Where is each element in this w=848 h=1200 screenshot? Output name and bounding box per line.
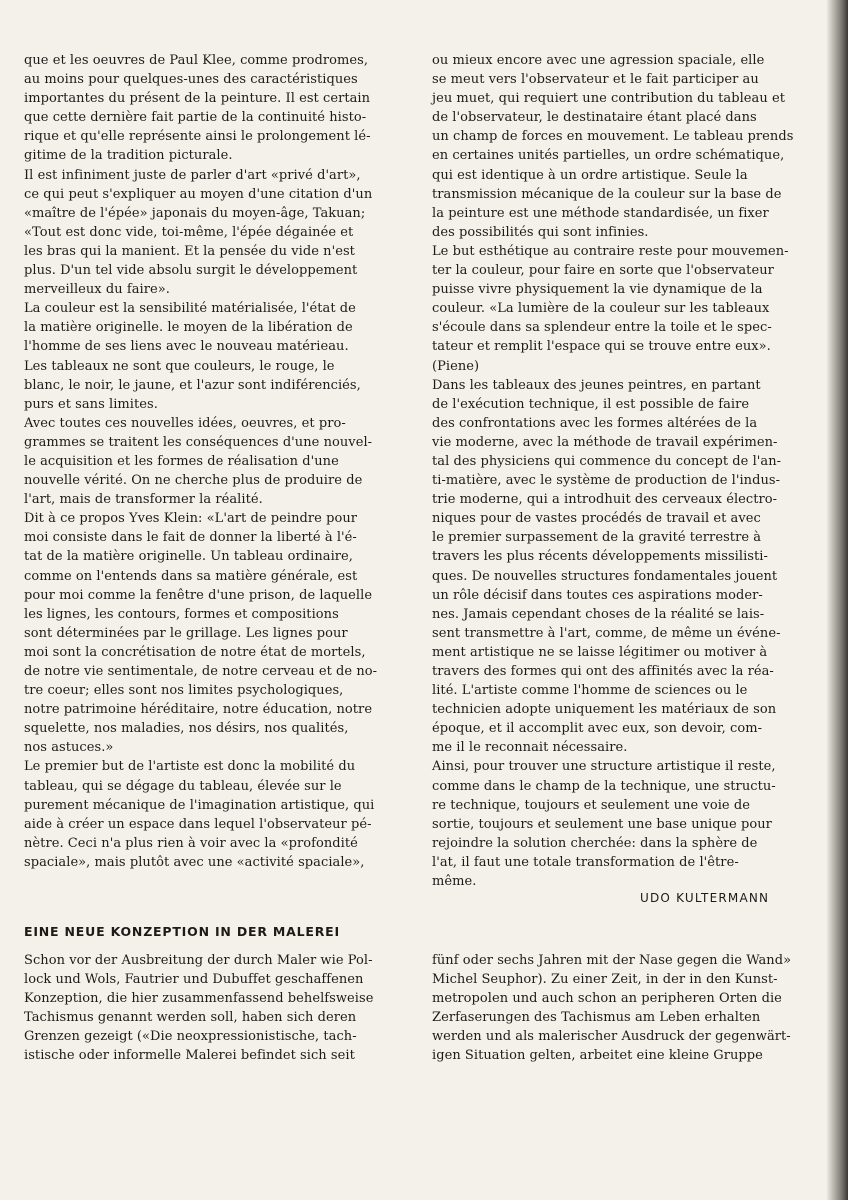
section-right-column bbox=[432, 951, 812, 1066]
article-text-line: couleur. «La lumière de la couleur sur les tableaux bbox=[432, 301, 770, 317]
article-text-line: re technique, toujours et seulement une voie de bbox=[432, 797, 750, 813]
article-text-line: époque, et il accomplit avec eux, son devoir, com- bbox=[432, 721, 763, 737]
article-text-line: vie moderne, avec la méthode de travail expérimen- bbox=[432, 434, 778, 450]
article-text-line: Le premier but de l'artiste est donc la mobilité du bbox=[24, 759, 356, 775]
page-edge-shadow bbox=[826, 0, 848, 1200]
article-text-line: qui est identique à un ordre artistique. Seule la bbox=[432, 167, 748, 183]
article-text-line: comme on l'entends dans sa matière générale, est bbox=[24, 568, 358, 584]
article-text-line: squelette, nos maladies, nos désirs, nos qualités, bbox=[24, 721, 349, 737]
section-text-line: Zerfaserungen des Tachismus am Leben erhalten bbox=[432, 1010, 761, 1026]
article-text-line: plus. D'un tel vide absolu surgit le développement bbox=[24, 263, 358, 279]
article-text-line: même. bbox=[432, 874, 477, 890]
article-text-line: trie moderne, qui a introdhuit des cerveaux électro- bbox=[432, 492, 778, 508]
article-text-line: tat de la matière originelle. Un tableau ordinaire, bbox=[24, 549, 353, 565]
article-text-line: tableau, qui se dégage du tableau, élevée sur le bbox=[24, 778, 342, 794]
section-text-line: Grenzen gezeigt («Die neoxpressionistische, tach- bbox=[24, 1029, 357, 1045]
article-text-line: l'art, mais de transformer la réalité. bbox=[24, 492, 263, 508]
article-text-line: puisse vivre physiquement la vie dynamique de la bbox=[432, 282, 763, 298]
article-text-line: pour moi comme la fenêtre d'une prison, de laquelle bbox=[24, 587, 373, 603]
article-text-line: technicien adopte uniquement les matériaux de son bbox=[432, 702, 777, 718]
article-text-line: «Tout est donc vide, toi-même, l'épée dégainée et bbox=[24, 224, 354, 240]
section-left-column bbox=[24, 951, 404, 1066]
article-text-line: sont déterminées par le grillage. Les lignes pour bbox=[24, 625, 348, 641]
article-text-line: Il est infiniment juste de parler d'art «privé d'art», bbox=[24, 167, 361, 183]
article-text-line: le premier surpassement de la gravité terrestre à bbox=[432, 530, 762, 546]
article-text-line: rejoindre la solution cherchée: dans la sphère de bbox=[432, 835, 758, 851]
article-text-line: ti-matière, avec le système de production de l'indus- bbox=[432, 473, 781, 489]
article-text-line: Ainsi, pour trouver une structure artistique il reste, bbox=[432, 759, 776, 775]
article-text-line: gitime de la tradition picturale. bbox=[24, 148, 233, 164]
section-text-line: metropolen und auch schon an peripheren Orten die bbox=[432, 991, 782, 1007]
article-text-line: jeu muet, qui requiert une contribution du tableau et bbox=[432, 91, 785, 107]
article-text-line: de l'exécution technique, il est possible de faire bbox=[432, 396, 750, 412]
article-text-line: sortie, toujours et seulement une base unique pour bbox=[432, 816, 772, 832]
article-text-line: niques pour de vastes procédés de travail et avec bbox=[432, 511, 761, 527]
article-text-line: l'homme de ses liens avec le nouveau matérieau. bbox=[24, 339, 349, 355]
article-text-line: de l'observateur, le destinataire étant placé dans bbox=[432, 110, 757, 126]
article-text-line: l'at, il faut une totale transformation de l'être- bbox=[432, 854, 739, 870]
article-text-line: un rôle décisif dans toutes ces aspirations moder- bbox=[432, 587, 763, 603]
article-text-line: un champ de forces en mouvement. Le tableau prends bbox=[432, 129, 794, 145]
article-text-line: rique et qu'elle représente ainsi le prolongement lé- bbox=[24, 129, 371, 145]
article-text-line: nouvelle vérité. On ne cherche plus de produire de bbox=[24, 473, 363, 489]
section-text-line: Schon vor der Ausbreitung der durch Maler wie Pol- bbox=[24, 953, 373, 968]
article-text-line: Les tableaux ne sont que couleurs, le rouge, le bbox=[24, 358, 335, 374]
article-text-line: le acquisition et les formes de réalisation d'une bbox=[24, 453, 339, 469]
section-text-line: Michel Seuphor). Zu einer Zeit, in der in den Kunst- bbox=[432, 972, 778, 988]
article-text-line: moi sont la concrétisation de notre état de mortels, bbox=[24, 644, 366, 660]
section-text-line: werden und als malerischer Ausdruck der gegenwärt- bbox=[432, 1029, 791, 1045]
article-text-line: La couleur est la sensibilité matérialisée, l'état de bbox=[24, 301, 356, 317]
article-left-column bbox=[24, 51, 404, 872]
article-text-line: ter la couleur, pour faire en sorte que l'observateur bbox=[432, 263, 774, 279]
article-text-line: les bras qui la manient. Et la pensée du vide n'est bbox=[24, 243, 355, 259]
article-text-line: travers des formes qui ont des affinités avec la réa- bbox=[432, 664, 774, 679]
article-text-line: Le but esthétique au contraire reste pour mouvemen- bbox=[432, 243, 789, 259]
article-text-line: s'écoule dans sa splendeur entre la toile et le spec- bbox=[432, 320, 772, 336]
section-text-line: Konzeption, die hier zusammenfassend behelfsweise bbox=[24, 991, 374, 1007]
article-text-line: (Piene) bbox=[432, 358, 480, 374]
article-text-line: sent transmettre à l'art, comme, de même un événe- bbox=[432, 625, 781, 641]
section-heading: EINE NEUE KONZEPTION IN DER MALEREI bbox=[24, 924, 340, 939]
article-text-line: spaciale», mais plutôt avec une «activité spaciale», bbox=[24, 854, 365, 870]
section-text-line: lock und Wols, Fautrier und Dubuffet geschaffenen bbox=[24, 972, 364, 988]
article-text-line: transmission mécanique de la couleur sur la base de bbox=[432, 186, 782, 202]
article-text-line: merveilleux du faire». bbox=[24, 282, 170, 298]
section-text-line: fünf oder sechs Jahren mit der Nase gegen die Wand» bbox=[432, 953, 792, 968]
article-text-line: blanc, le noir, le jaune, et l'azur sont indiférenciés, bbox=[24, 377, 361, 393]
article-text-line: moi consiste dans le fait de donner la liberté à l'é- bbox=[24, 530, 357, 546]
article-text-line: la matière originelle. le moyen de la libération de bbox=[24, 320, 353, 336]
article-text-line: comme dans le champ de la technique, une structu- bbox=[432, 778, 776, 794]
author-signature: UDO KULTERMANN bbox=[640, 891, 770, 905]
article-text-line: notre patrimoine héréditaire, notre éducation, notre bbox=[24, 702, 373, 718]
article-text-line: nos astuces.» bbox=[24, 740, 114, 756]
article-text-line: ques. De nouvelles structures fondamentales jouent bbox=[432, 568, 778, 584]
article-text-line: ou mieux encore avec une agression spaciale, elle bbox=[432, 53, 765, 68]
section-text-line: igen Situation gelten, arbeitet eine kleine Gruppe bbox=[432, 1048, 763, 1064]
article-text-line: des possibilités qui sont infinies. bbox=[432, 224, 649, 240]
article-text-line: les lignes, les contours, formes et compositions bbox=[24, 606, 339, 622]
article-text-line: nètre. Ceci n'a plus rien à voir avec la «profondité bbox=[24, 835, 358, 851]
article-text-line: purement mécanique de l'imagination artistique, qui bbox=[24, 797, 375, 813]
article-text-line: la peinture est une méthode standardisée, un fixer bbox=[432, 205, 769, 221]
article-text-line: travers les plus récents développements missilisti- bbox=[432, 549, 768, 565]
article-text-line: se meut vers l'observateur et le fait participer au bbox=[432, 72, 759, 88]
article-text-line: me il le reconnait nécessaire. bbox=[432, 740, 628, 756]
article-text-line: au moins pour quelques-unes des caractéristiques bbox=[24, 72, 358, 88]
article-text-line: Avec toutes ces nouvelles idées, oeuvres, et pro- bbox=[24, 415, 346, 431]
article-text-line: Dans les tableaux des jeunes peintres, en partant bbox=[432, 377, 761, 393]
article-text-line: «maître de l'épée» japonais du moyen-âge, Takuan; bbox=[24, 205, 366, 221]
article-text-line: aide à créer un espace dans lequel l'observateur pé- bbox=[24, 816, 372, 832]
article-text-line: des confrontations avec les formes altérées de la bbox=[432, 415, 758, 431]
section-text-line: istische oder informelle Malerei befindet sich seit bbox=[24, 1048, 355, 1064]
article-text-line: en certaines unités partielles, un ordre schématique, bbox=[432, 148, 785, 164]
article-text-line: Dit à ce propos Yves Klein: «L'art de peindre pour bbox=[24, 511, 358, 527]
article-right-column bbox=[432, 51, 812, 891]
article-text-line: que et les oeuvres de Paul Klee, comme prodromes, bbox=[24, 53, 369, 68]
article-text-line: grammes se traitent les conséquences d'une nouvel- bbox=[24, 434, 373, 450]
article-text-line: de notre vie sentimentale, de notre cerveau et de no- bbox=[24, 664, 378, 679]
article-text-line: ce qui peut s'expliquer au moyen d'une citation d'un bbox=[24, 186, 373, 202]
article-text-line: tal des physiciens qui commence du concept de l'an- bbox=[432, 453, 782, 469]
article-text-line: nes. Jamais cependant choses de la réalité se lais- bbox=[432, 606, 765, 622]
article-text-line: ment artistique ne se laisse légitimer ou motiver à bbox=[432, 644, 768, 660]
section-text-line: Tachismus genannt werden soll, haben sich deren bbox=[24, 1010, 357, 1026]
article-text-line: tre coeur; elles sont nos limites psychologiques, bbox=[24, 683, 344, 699]
article-text-line: tateur et remplit l'espace qui se trouve entre eux». bbox=[432, 339, 771, 355]
article-text-line: importantes du présent de la peinture. Il est certain bbox=[24, 91, 371, 107]
article-text-line: purs et sans limites. bbox=[24, 396, 158, 412]
article-text-line: que cette dernière fait partie de la continuité histo- bbox=[24, 110, 367, 126]
article-text-line: lité. L'artiste comme l'homme de sciences ou le bbox=[432, 683, 748, 699]
